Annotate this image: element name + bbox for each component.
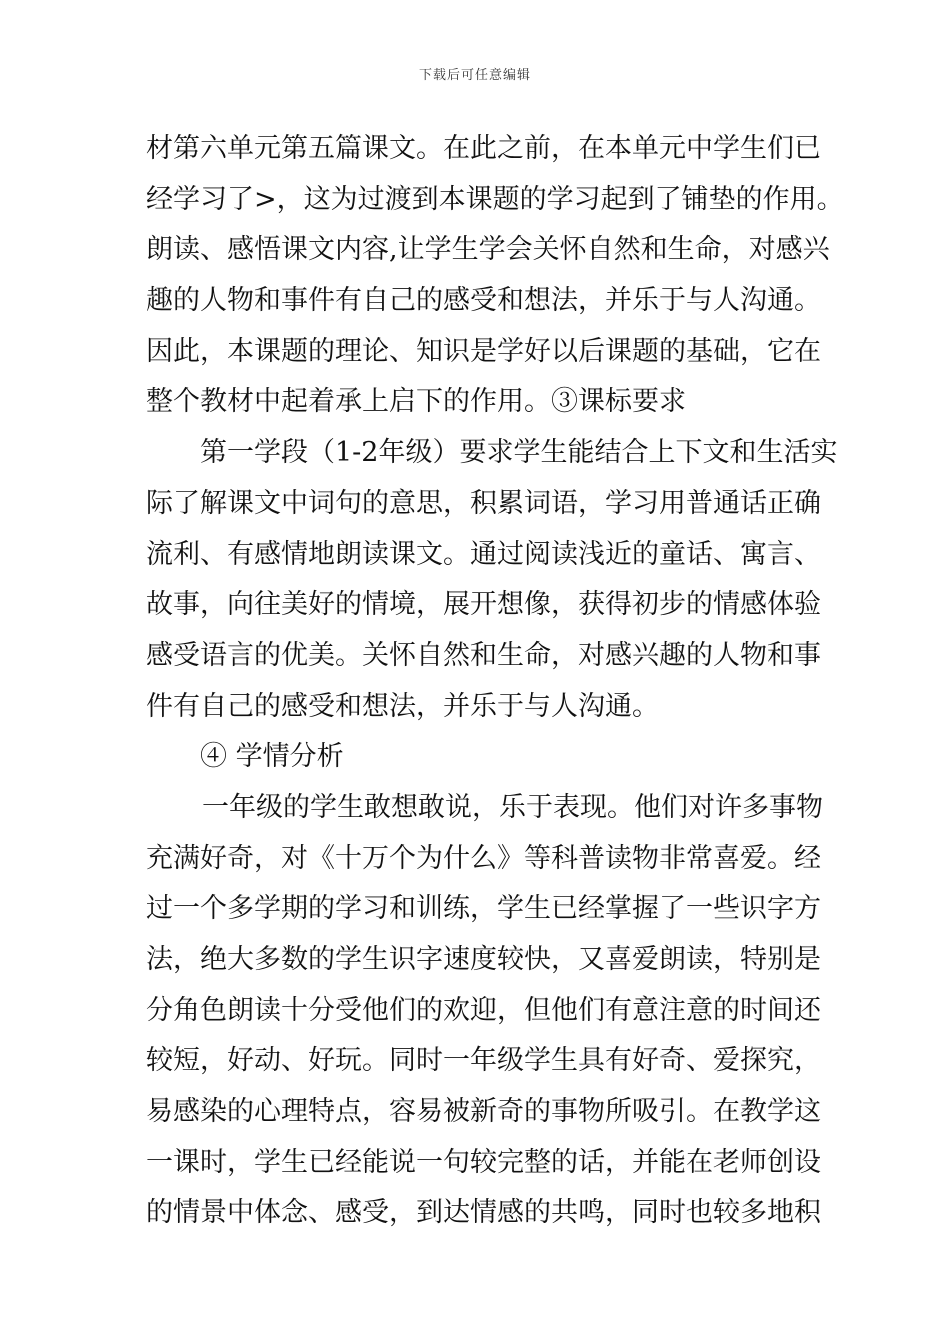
text-line: 易感染的心理特点，容易被新奇的事物所吸引。在教学这 xyxy=(146,1096,821,1128)
text-line: 过一个多学期的学习和训练，学生已经掌握了一些识字方 xyxy=(146,893,821,925)
text-line: 充满好奇，对《十万个为什么》等科普读物非常喜爱。经 xyxy=(146,842,821,874)
section-heading: ④ 学情分析 xyxy=(200,741,344,773)
text-line: 流利、有感情地朗读课文。通过阅读浅近的童话、寓言、 xyxy=(146,538,821,570)
paragraph-start-line: 第一学段（1-2年级）要求学生能结合上下文和生活实 xyxy=(200,437,838,469)
paragraph-start-line: 一年级的学生敢想敢说，乐于表现。他们对许多事物 xyxy=(202,791,823,823)
text-line: 趣的人物和事件有自己的感受和想法，并乐于与人沟通。 xyxy=(146,285,821,317)
text-line: 际了解课文中词句的意思，积累词语，学习用普通话正确 xyxy=(146,487,821,519)
text-line: 朗读、感悟课文内容,让学生学会关怀自然和生命，对感兴 xyxy=(146,234,830,266)
text-line: 材第六单元第五篇课文。在此之前，在本单元中学生们已 xyxy=(146,133,821,164)
document-body xyxy=(146,124,844,1239)
text-line: 较短，好动、好玩。同时一年级学生具有好奇、爱探究， xyxy=(146,1045,821,1077)
text-line: 经学习了>，这为过渡到本课题的学习起到了铺垫的作用。 xyxy=(146,183,844,215)
text-line: 法，绝大多数的学生识字速度较快，又喜爱朗读，特别是 xyxy=(146,944,821,975)
text-line: 件有自己的感受和想法，并乐于与人沟通。 xyxy=(146,690,659,722)
text-line: 整个教材中起着承上启下的作用。③课标要求 xyxy=(146,386,686,418)
page-header: 下载后可任意编辑 xyxy=(418,68,531,83)
text-line: 的情景中体念、感受，到达情感的共鸣，同时也较多地积 xyxy=(146,1197,821,1229)
text-line: 一课时，学生已经能说一句较完整的话，并能在老师创设 xyxy=(146,1146,821,1178)
text-line: 因此，本课题的理论、知识是学好以后课题的基础，它在 xyxy=(146,335,821,367)
text-line: 分角色朗读十分受他们的欢迎，但他们有意注意的时间还 xyxy=(146,994,821,1026)
text-line: 感受语言的优美。关怀自然和生命，对感兴趣的人物和事 xyxy=(146,639,821,671)
text-line: 故事，向往美好的情境，展开想像，获得初步的情感体验 xyxy=(146,589,821,621)
